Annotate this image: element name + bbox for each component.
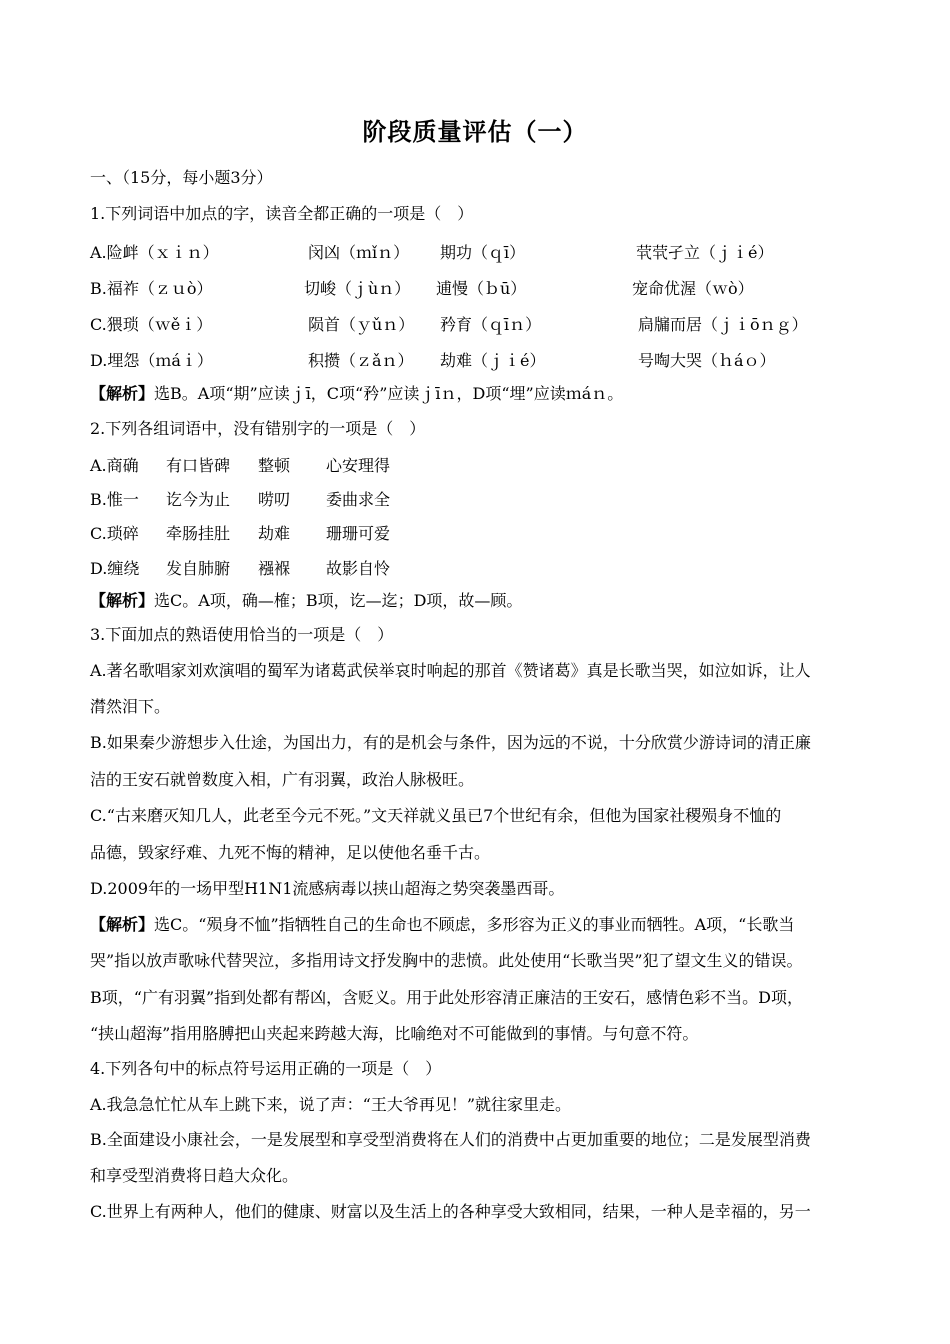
question-3-option-c-line1: C.“古来磨灭知几人，此老至今元不死。”文天祥就义虽已7个世纪有余，但他为国家社稷殒身不恤的 [90,806,782,825]
question-3-stem: 3.下面加点的熟语使用恰当的一项是（ ） [90,625,394,644]
question-4-option-c-line1: C.世界上有两种人，他们的健康、财富以及生活上的各种享受大致相同，结果，一种人是幸福的，另一 [90,1202,811,1221]
q1-option-d-word3: 劫难（ｊｉé） [440,351,546,370]
q1-option-a-word2: 闵凶（ｍǐｎ） [308,243,410,262]
q1-option-b-word3: 逋慢（ｂū） [436,279,527,298]
question-3-analysis-line1 [90,915,794,935]
question-2-row-c [90,521,870,541]
question-1-row-c [90,312,870,332]
question-1-stem: 1.下列词语中加点的字，读音全都正确的一项是（ ） [90,204,474,223]
q2-option-d-word4: 故影自怜 [326,559,391,578]
analysis-label: 【解析】 [90,384,155,403]
analysis-text: 选C。A项，确—榷；B项，讫—迄；D项，故—顾。 [154,591,523,610]
q1-option-a-word4: 茕茕孑立（ｊｉé） [636,243,774,262]
q1-option-d-word4: 号啕大哭（ｈáｏ） [638,351,776,370]
analysis-text: 选C。“殒身不恤”指牺牲自己的生命也不顾虑，多形容为正义的事业而牺牲。A项，“长歌当 [154,915,795,934]
analysis-text: 选B。A项“期”应读ｊī，C项“矜”应读ｊīｎ，D项“埋”应读ｍáｎ。 [154,384,624,403]
question-3-analysis-line2: 哭”指以放声歌咏代替哭泣，多指用诗文抒发胸中的悲愤。此处使用“长歌当哭”犯了望文生义的错误。 [90,951,803,970]
question-3-option-b-line1: B.如果秦少游想步入仕途，为国出力，有的是机会与条件，因为远的不说，十分欣赏少游诗词的清正廉 [90,733,811,752]
q2-option-d-word3: 襁褓 [258,559,291,578]
question-3-option-a-line2: 潸然泪下。 [90,697,171,716]
q2-option-b-word2: 讫今为止 [166,490,231,509]
q2-option-c-word3: 劫难 [258,524,291,543]
question-3-analysis-line4: “挟山超海”指用胳膊把山夹起来跨越大海，比喻绝对不可能做到的事情。与句意不符。 [90,1024,699,1043]
q1-option-a-word3: 期功（ｑī） [440,243,526,262]
q2-option-d-word2: 发自肺腑 [166,559,231,578]
section-heading: 一、（15分，每小题3分） [90,168,273,187]
question-3-analysis-line3: B项，“广有羽翼”指到处都有帮凶，含贬义。用于此处形容清正廉洁的王安石，感情色彩不当。D项， [90,988,803,1007]
q1-option-c-word4: 扃牖而居（ｊｉōｎｇ） [638,315,808,334]
question-3-option-b-line2: 洁的王安石就曾数度入相，广有羽翼，政治人脉极旺。 [90,770,475,789]
q2-option-b-word3: 唠叨 [258,490,291,509]
q1-option-c-word2: 陨首（ｙǔｎ） [308,315,415,334]
question-2-stem: 2.下列各组词语中，没有错别字的一项是（ ） [90,419,426,438]
q1-option-c-word3: 矜育（ｑīｎ） [440,315,542,334]
question-2-analysis [90,591,522,611]
q2-option-d-word1: D.缠绕 [90,559,140,578]
q2-option-c-word4: 珊珊可爱 [326,524,391,543]
analysis-label: 【解析】 [90,591,155,610]
q1-option-b-word1: B.福祚（ｚｕò） [90,279,213,298]
page-title: 阶段质量评估（一） [362,118,588,146]
q2-option-a-word1: A.商确 [90,456,139,475]
q1-option-b-word4: 宠命优渥（ｗò） [632,279,754,298]
q2-option-a-word2: 有口皆碑 [166,456,231,475]
question-4-stem: 4.下列各句中的标点符号运用正确的一项是（ ） [90,1059,442,1078]
q1-option-b-word2: 切峻（ｊùｎ） [304,279,411,298]
question-1-row-a [90,240,870,260]
analysis-label: 【解析】 [90,915,155,934]
question-1-analysis [90,384,623,404]
q2-option-b-word4: 委曲求全 [326,490,391,509]
q2-option-c-word1: C.琐碎 [90,524,139,543]
question-2-row-a [90,453,870,473]
question-4-option-a: A.我急急忙忙从车上跳下来，说了声：“王大爷再见！”就往家里走。 [90,1095,572,1114]
q1-option-a-word1: A.险衅（ｘｉｎ） [90,243,219,262]
question-3-option-c-line2: 品德，毁家纾难、九死不悔的精神，足以使他名垂千古。 [90,843,491,862]
q1-option-d-word2: 积攒（ｚǎｎ） [308,351,414,370]
question-3-option-d: D.2009年的一场甲型H1N1流感病毒以挟山超海之势突袭墨西哥。 [90,879,565,898]
q2-option-a-word4: 心安理得 [326,456,391,475]
q2-option-a-word3: 整顿 [258,456,291,475]
question-1-row-b [90,276,870,296]
question-2-row-d [90,556,870,576]
question-1-row-d [90,348,870,368]
question-3-option-a-line1: A.著名歌唱家刘欢演唱的蜀军为诸葛武侯举哀时响起的那首《赞诸葛》真是长歌当哭，如泣如诉，让人 [90,661,811,680]
q1-option-d-word1: D.埋怨（ｍáｉ） [90,351,213,370]
question-4-option-b-line2: 和享受型消费将日趋大众化。 [90,1166,299,1185]
q2-option-c-word2: 牵肠挂肚 [166,524,231,543]
question-4-option-b-line1: B.全面建设小康社会，一是发展型和享受型消费将在人们的消费中占更加重要的地位；二是发展型消费 [90,1130,811,1149]
q2-option-b-word1: B.惟一 [90,490,139,509]
q1-option-c-word1: C.猥琐（ｗěｉ） [90,315,213,334]
question-2-row-b [90,487,870,507]
